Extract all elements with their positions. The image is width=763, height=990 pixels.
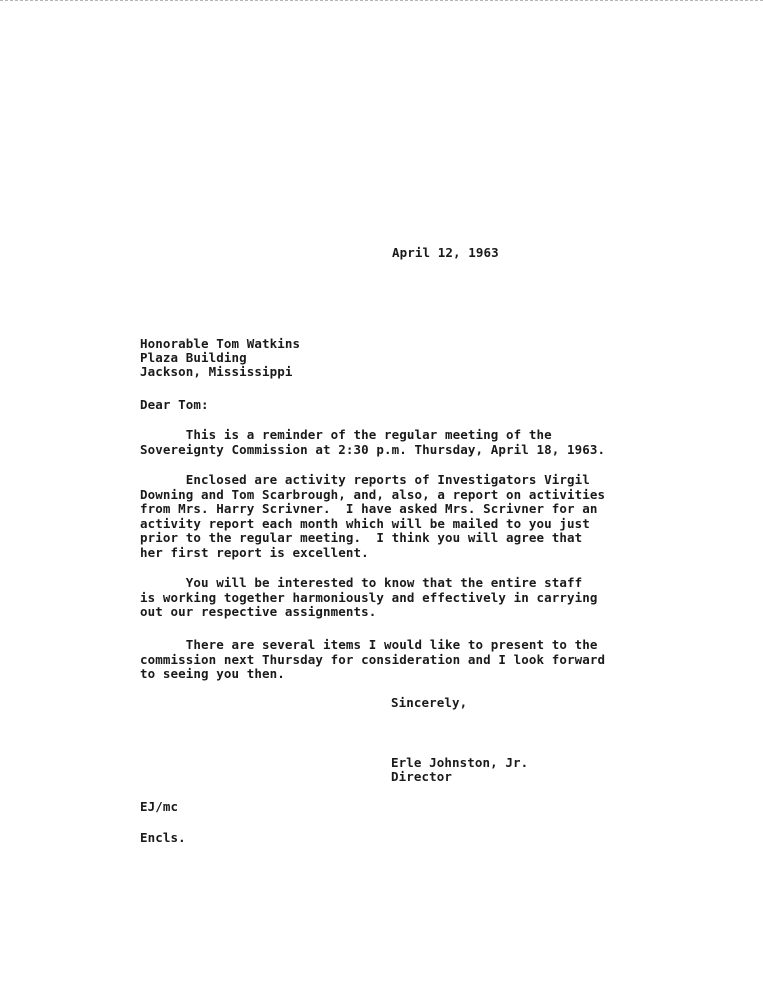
letter-date: April 12, 1963: [392, 245, 499, 260]
paragraph-items-to-present: There are several items I would like to present to the commission next Thursday for consideration and I look forward to seeing you then.: [140, 637, 606, 682]
paragraph-staff-progress: You will be interested to know that the entire staff is working together harmoniously and effectively in carrying out our respective assignments.: [140, 575, 598, 620]
closing: Sincerely,: [391, 695, 468, 710]
signatory-name: Erle Johnston, Jr.: [391, 755, 529, 770]
paragraph-meeting-reminder: This is a reminder of the regular meeting of the Sovereignty Commission at 2:30 p.m. Thursday, April 18, 1963.: [140, 427, 606, 457]
recipient-address-block: [140, 337, 300, 379]
signature-block: [391, 756, 528, 784]
paragraph-activity-reports: Enclosed are activity reports of Investigators Virgil Downing and Tom Scarbrough, and, also, a report on activities from Mrs. Harry Scrivner. I have asked Mrs. Scrivner for an activity report each month which will be mailed to you just prior to the regular meeting. I think you will agree that her first report is excellent.: [140, 472, 606, 560]
recipient-building: Plaza Building: [140, 350, 247, 365]
enclosures-note: Encls.: [140, 830, 186, 845]
recipient-city: Jackson, Mississippi: [140, 364, 293, 379]
typist-initials: EJ/mc: [140, 799, 179, 814]
salutation: Dear Tom:: [140, 397, 209, 412]
recipient-name: Honorable Tom Watkins: [140, 336, 301, 351]
signatory-title: Director: [391, 769, 453, 784]
